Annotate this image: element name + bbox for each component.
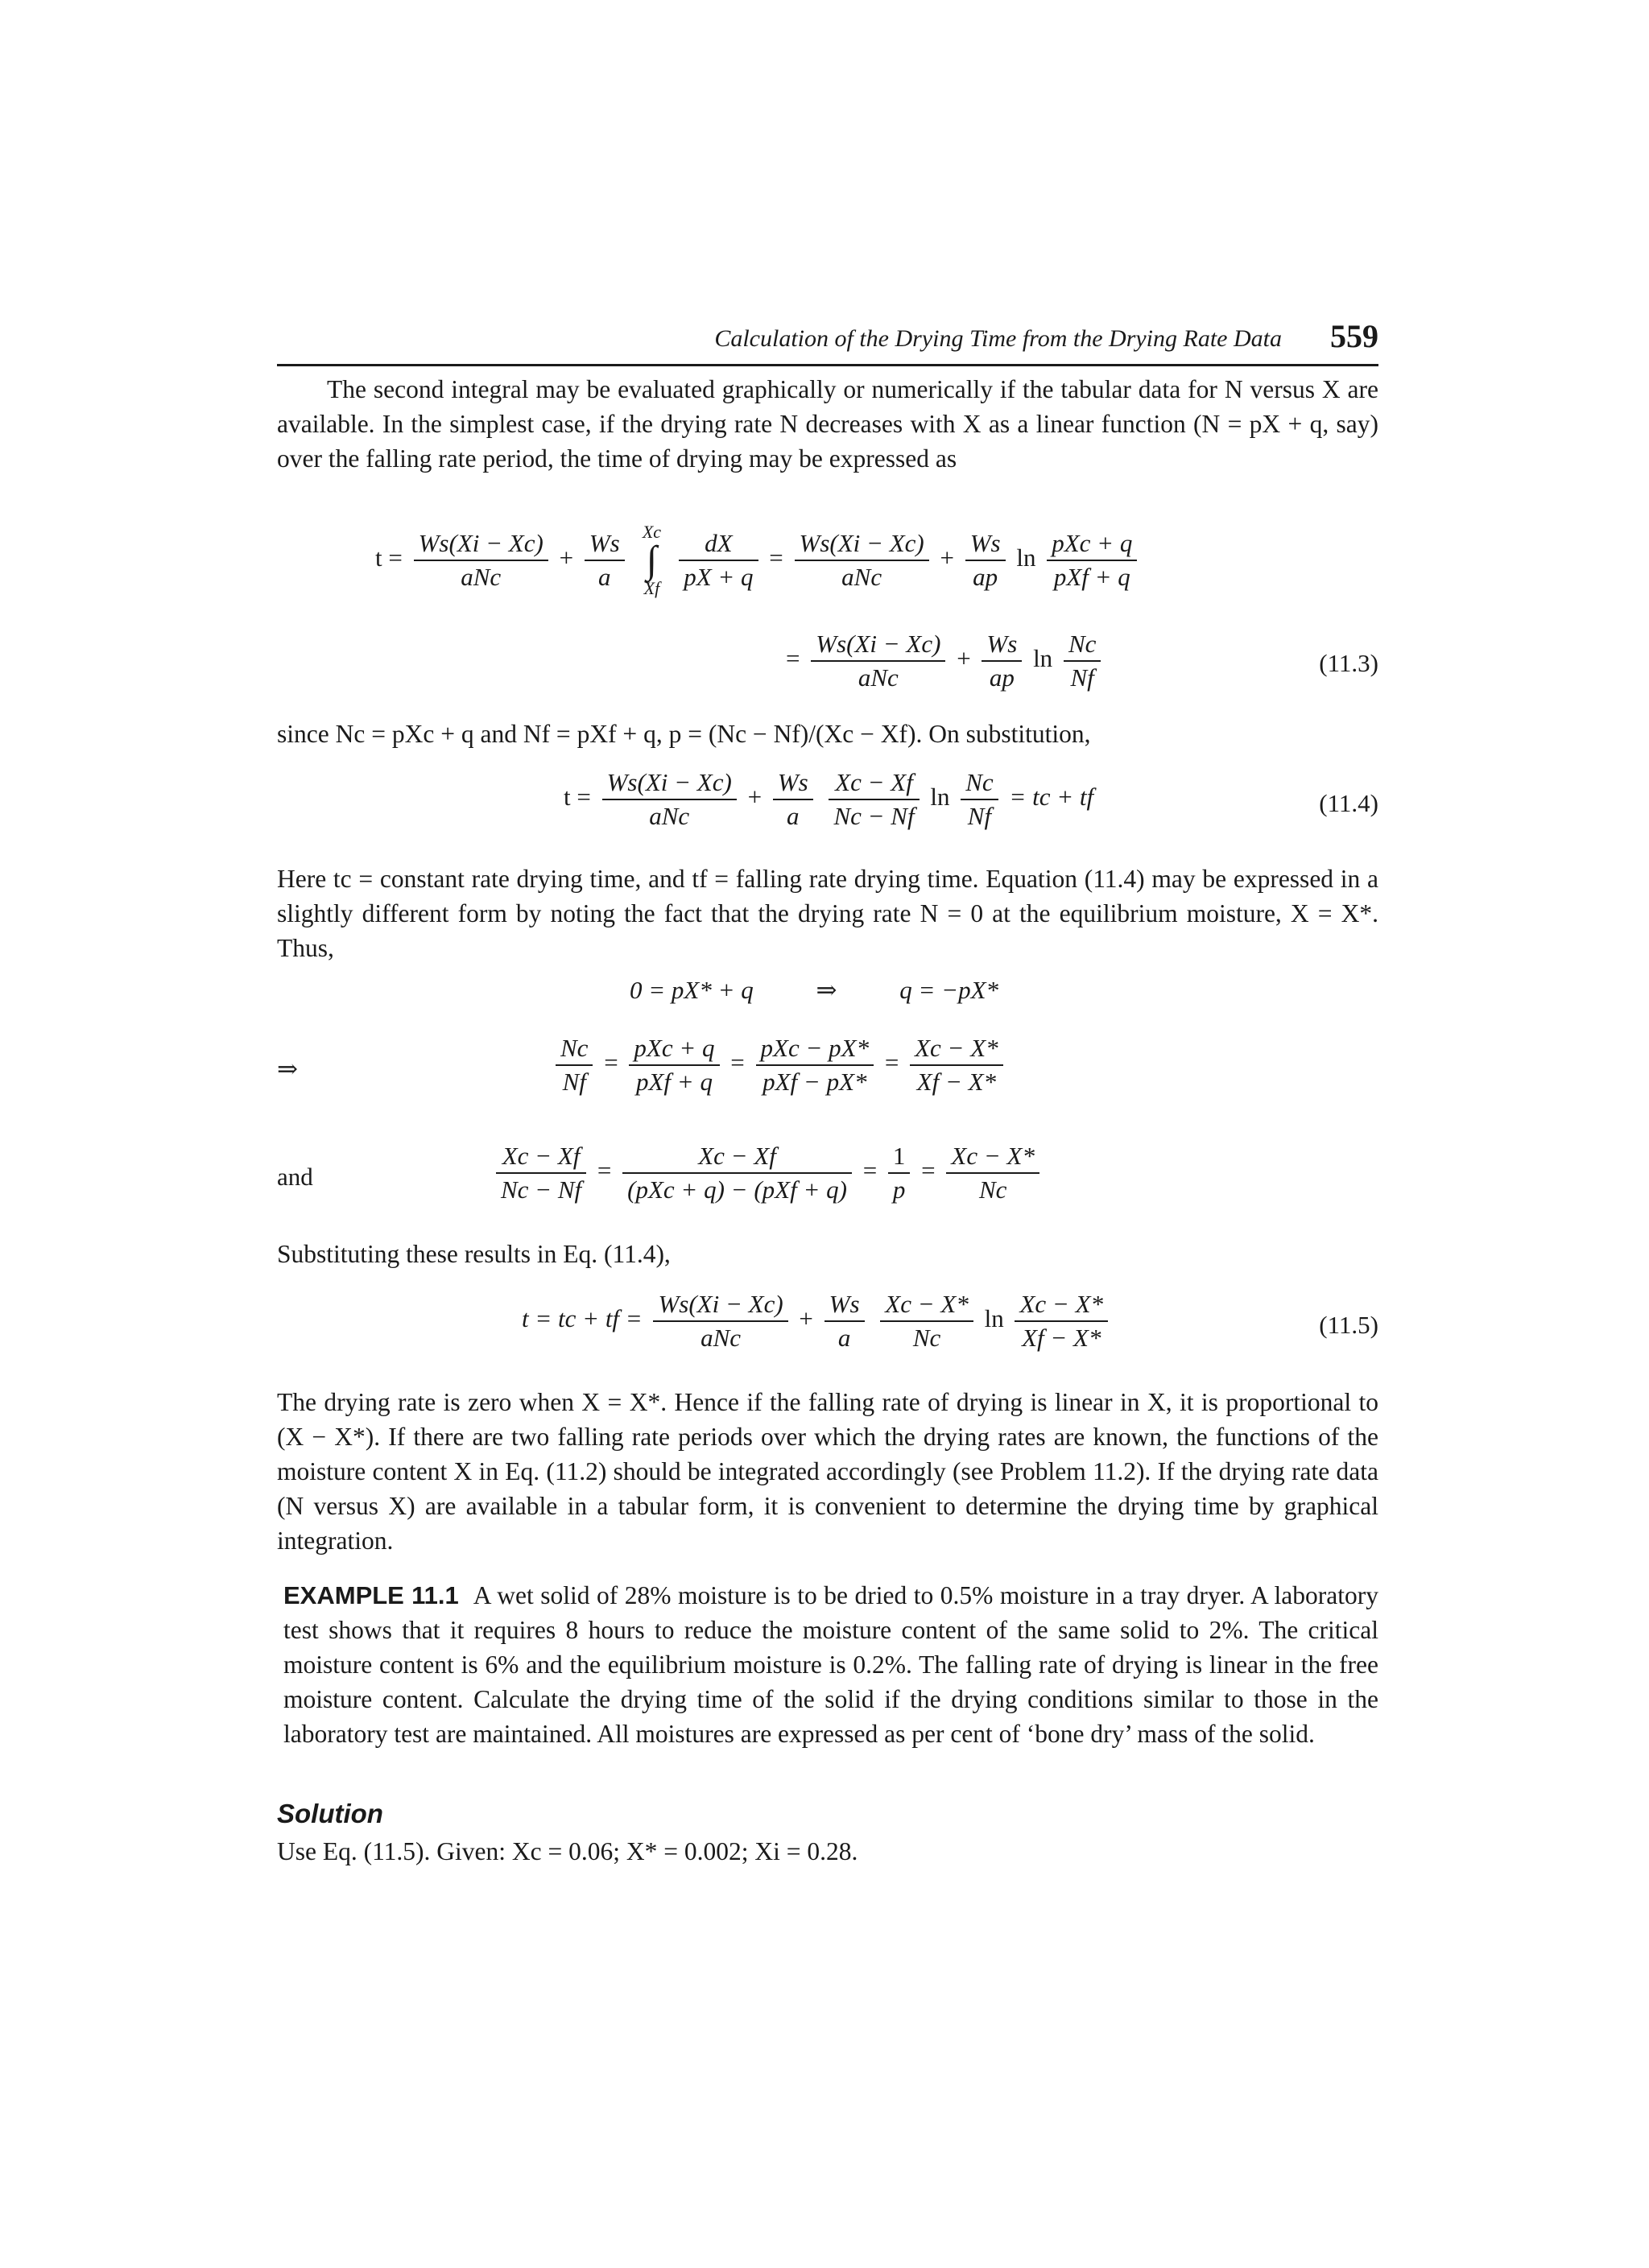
equation-zero-rate: 0 = pX* + q ⇒ q = −pX* [630, 976, 999, 1004]
equation-number-11-5: (11.5) [1319, 1311, 1378, 1339]
equation-11-3-line-2 [786, 630, 1106, 692]
equals-sign: = [884, 1048, 899, 1077]
running-title: Calculation of the Drying Time from the Drying Rate Data [714, 325, 1282, 352]
eq-lhs: t = tc + tf = [522, 1304, 643, 1333]
paragraph-zero-rate: The drying rate is zero when X = X*. Hence if the falling rate of drying is linear in X, it is proportional to (X − X*). If there are two falling rate periods over which the drying rates are known, the functions of the moisture content X in Eq. (11.2) should be integrated accordingly (see Problem 11.2). If the drying rate data (N versus X) are available in a tabular form, it is convenient to determine the drying time by graphical integration. [277, 1388, 1378, 1555]
plus-sign: + [799, 1304, 813, 1333]
implies-arrow: ⇒ [277, 1055, 298, 1083]
fraction: $\frac{Nc}{Nf}$ [1064, 630, 1101, 692]
fraction: $\frac{Xc - X*}{Nc}$ [946, 1142, 1039, 1204]
eq-lhs: t = [375, 543, 403, 572]
fraction: $\frac{Xc - X*}{Xf - X*}$ [1015, 1290, 1108, 1353]
example-label: EXAMPLE 11.1 [283, 1581, 459, 1609]
equals-sign: = [862, 1156, 878, 1185]
paragraph-intro: The second integral may be evaluated graphically or numerically if the tabular data for N versus X are available. In the simplest case, if the drying rate N decreases with X as a linear function (N = pX + q, say) over the falling rate period, the time of drying may be expressed as [277, 375, 1378, 473]
eq-rhs: = tc + tf [1009, 783, 1094, 812]
fraction: $\frac{Xc - Xf}{Nc - Nf}$ [496, 1142, 586, 1204]
fraction: $\frac{1}{p}$ [888, 1142, 911, 1204]
fraction: $\frac{\text{pXc + q}}{\text{pXf + q}}$ [1047, 529, 1137, 592]
ln-operator: ln [930, 783, 950, 812]
substituting-line: Substituting these results in Eq. (11.4), [277, 1240, 671, 1268]
fraction: $\frac{\text{pXc − pX*}}{\text{pXf − pX*}}$ [756, 1034, 874, 1097]
fraction: $\frac{Nc}{Nf}$ [961, 768, 998, 831]
equals-sign: = [921, 1156, 936, 1185]
equation-11-3-line-1 [375, 522, 1142, 599]
fraction: $\frac{Ws(Xi - Xc)}{\text{aNc}}$ [602, 768, 737, 831]
ln-operator: ln [1033, 644, 1053, 673]
fraction: $\frac{Xc - X*}{Xf - X*}$ [910, 1034, 1003, 1097]
plus-sign: + [747, 783, 763, 812]
equation-number-11-4: (11.4) [1319, 789, 1378, 817]
example-block [283, 1578, 1378, 1751]
plus-sign: + [957, 644, 971, 673]
since-line: since Nc = pXc + q and Nf = pXf + q, p = (Nc − Nf)/(Xc − Xf). On substitution, [277, 720, 1091, 748]
ln-operator: ln [984, 1304, 1004, 1333]
fraction: $\frac{Ws}{a}$ [824, 1290, 865, 1353]
fraction: $\frac{Xc - Xf}{Nc - Nf}$ [829, 768, 919, 831]
equation-11-5 [522, 1290, 1113, 1353]
fraction: $\frac{Ws}{ap}$ [982, 630, 1022, 692]
equals-sign: = [604, 1048, 618, 1077]
fraction: $\frac{Nc}{Nf}$ [556, 1034, 593, 1097]
page-number: 559 [1330, 318, 1378, 354]
and-label: and [277, 1163, 313, 1191]
equals-sign: = [730, 1048, 745, 1077]
plus-sign: + [559, 543, 574, 572]
fraction: $\frac{Ws(Xi - Xc)}{\text{aNc}}$ [414, 529, 548, 592]
equals-sign: = [769, 543, 783, 572]
fraction: $\frac{Xc - Xf}{\text{(pXc + q) − (pXf + q)}}$ [622, 1142, 852, 1204]
fraction: $\frac{Ws(Xi - Xc)}{\text{aNc}}$ [653, 1290, 787, 1353]
fraction: $\frac{Xc - X*}{Nc}$ [880, 1290, 973, 1353]
fraction: $\frac{\text{pXc + q}}{\text{pXf + q}}$ [629, 1034, 719, 1097]
paragraph-equilibrium: Here tc = constant rate drying time, and tf = falling rate drying time. Equation (11.4) may be expressed in a slightly different form by noting the fact that the drying rate N = 0 at the equilibrium moisture, X = X*. Thus, [277, 865, 1378, 962]
equals-sign: = [786, 644, 800, 673]
integral-sign: Xc ∫ Xf [642, 522, 662, 598]
fraction: $\frac{Ws}{a}$ [585, 529, 625, 592]
fraction: $\frac{Ws(Xi - Xc)}{\text{aNc}}$ [811, 630, 945, 692]
implies-arrow: ⇒ [816, 976, 837, 1004]
fraction: $\frac{Ws(Xi - Xc)}{\text{aNc}}$ [795, 529, 929, 592]
example-text: A wet solid of 28% moisture is to be dried to 0.5% moisture in a tray dryer. A laboratory test shows that it requires 8 hours to reduce the moisture content of the same solid to 2%. The critical moisture content is 6% and the equilibrium moisture is 0.2%. The falling rate of drying is linear in the free moisture content. Calculate the drying time of the solid if the drying conditions similar to those in the laboratory test are maintained. All moistures are expressed as per cent of ‘bone dry’ mass of the solid. [283, 1581, 1378, 1748]
equation-number-11-3: (11.3) [1319, 649, 1378, 677]
equation-11-4 [564, 768, 1093, 831]
equation-ratio [551, 1034, 1008, 1097]
fraction: $\frac{Ws}{a}$ [773, 768, 813, 831]
plus-sign: + [940, 543, 954, 572]
fraction: $\frac{Ws}{ap}$ [965, 529, 1006, 592]
solution-heading: Solution [277, 1799, 383, 1828]
eq-lhs: t = [564, 783, 591, 812]
equals-sign: = [597, 1156, 612, 1185]
fraction: $\frac{dX}{pX + q}$ [679, 529, 758, 592]
solution-text: Use Eq. (11.5). Given: Xc = 0.06; X* = 0.002; Xi = 0.28. [277, 1837, 858, 1865]
running-header [277, 320, 1378, 366]
equation-and [491, 1142, 1044, 1204]
ln-operator: ln [1016, 543, 1036, 572]
